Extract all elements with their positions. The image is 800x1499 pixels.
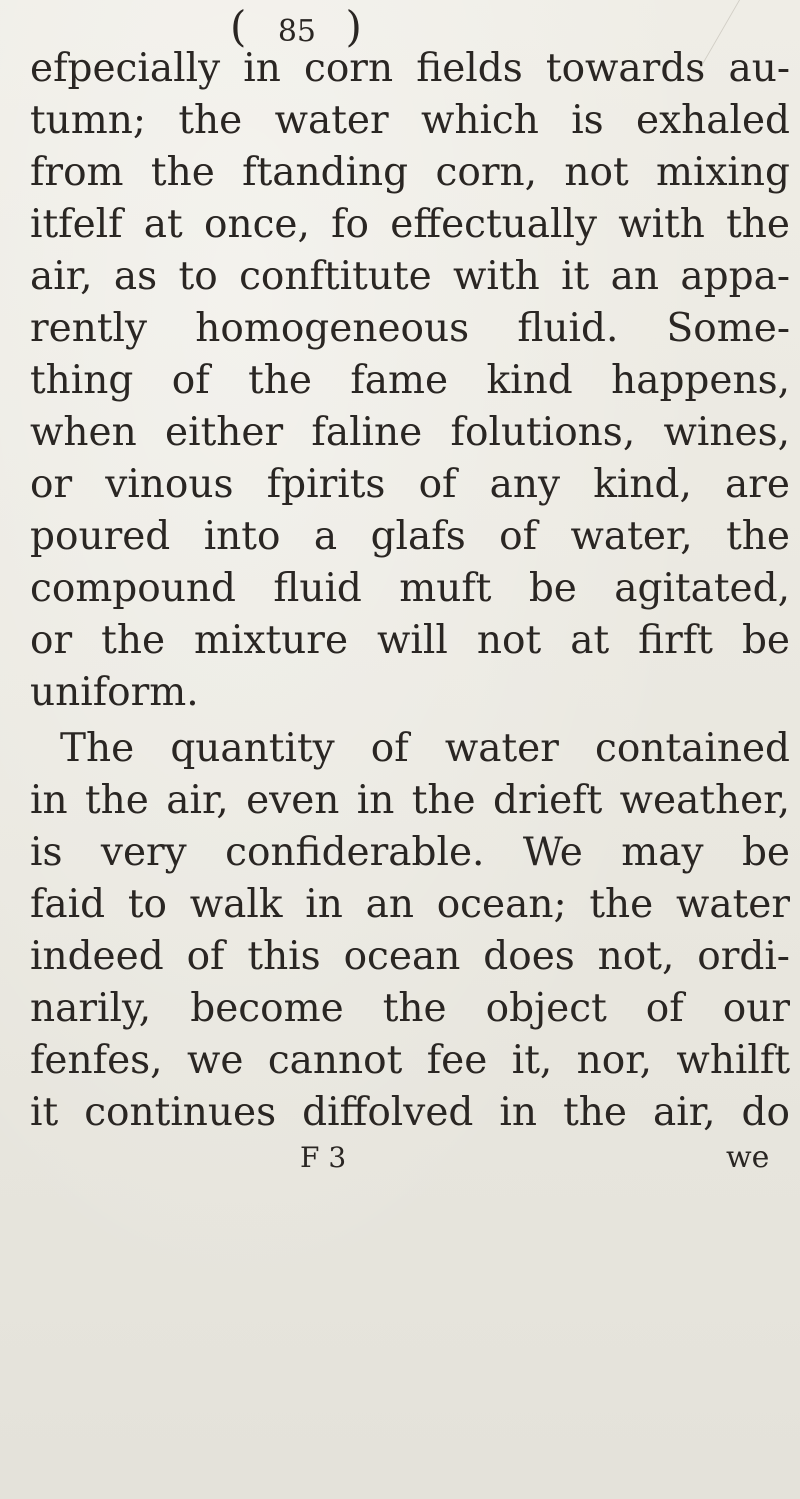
catchword: we: [726, 1140, 770, 1175]
paragraph-first-line: The quantity of water contained: [60, 726, 790, 771]
text-line: fenfes, we cannot fee it, nor, whilft: [30, 1038, 790, 1083]
text-line: poured into a glafs of water, the: [30, 514, 790, 559]
page-number-value: 85: [277, 14, 317, 49]
signature-mark: F 3: [300, 1141, 347, 1174]
text-line: from the ftanding corn, not mixing: [30, 150, 790, 195]
text-line: or vinous fpirits of any kind, are: [30, 462, 790, 507]
text-line: efpecially in corn fields towards au-: [30, 46, 790, 91]
text-line: rently homogeneous fluid. Some-: [30, 306, 790, 351]
text-line: is very confiderable. We may be: [30, 830, 790, 875]
text-line: indeed of this ocean does not, ordi-: [30, 934, 790, 979]
text-line: thing of the fame kind happens,: [30, 358, 790, 403]
text-line: it continues diffolved in the air, do: [30, 1090, 790, 1135]
page-number-open-paren: (: [230, 2, 249, 51]
text-line: air, as to conftitute with it an appa-: [30, 254, 790, 299]
text-line: tumn; the water which is exhaled: [30, 98, 790, 143]
text-line: itfelf at once, fo effectually with the: [30, 202, 790, 247]
text-line: compound fluid muft be agitated,: [30, 566, 790, 611]
text-line: narily, become the object of our: [30, 986, 790, 1031]
text-line: or the mixture will not at firft be: [30, 618, 790, 663]
text-line: faid to walk in an ocean; the water: [30, 882, 790, 927]
page-number-close-paren: ): [345, 2, 364, 51]
text-line: in the air, even in the drieft weather,: [30, 778, 790, 823]
text-line: when either faline folutions, wines,: [30, 410, 790, 455]
text-line: uniform.: [30, 670, 199, 715]
